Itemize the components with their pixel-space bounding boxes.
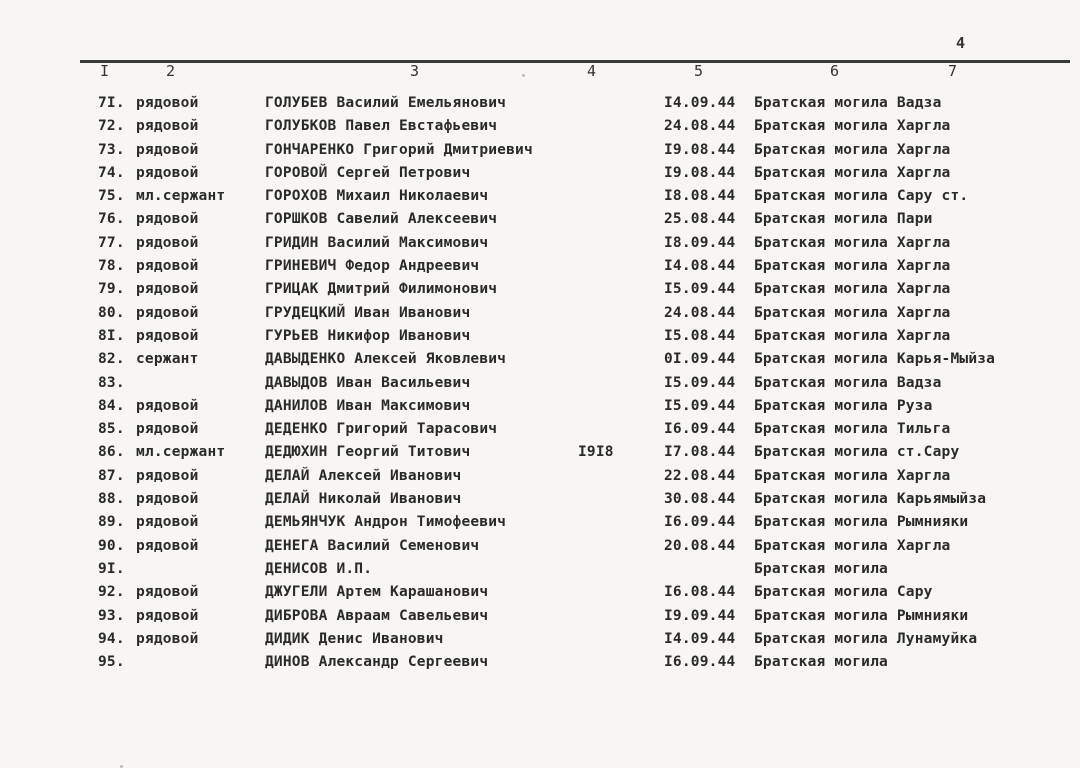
birth-year-cell: I9I8 bbox=[578, 444, 614, 461]
death-date-cell: I4.09.44 bbox=[664, 630, 736, 647]
rank-cell: рядовой bbox=[136, 630, 199, 647]
rank-cell: рядовой bbox=[136, 141, 199, 158]
column-header-7: 7 bbox=[948, 62, 958, 80]
table-row bbox=[0, 373, 1080, 396]
row-number: 72. bbox=[98, 118, 125, 135]
death-date-cell: I9.08.44 bbox=[664, 141, 736, 158]
death-date-cell: 25.08.44 bbox=[664, 211, 736, 228]
burial-place-cell: Братская могила Рымнияки bbox=[754, 607, 969, 624]
name-cell: ДЕЛАЙ Николай Иванович bbox=[265, 491, 462, 508]
table-row bbox=[0, 93, 1080, 116]
table-row bbox=[0, 442, 1080, 465]
column-header-3: 3 bbox=[410, 62, 420, 80]
name-cell: ДЕЛАЙ Алексей Иванович bbox=[265, 467, 462, 484]
name-cell: ГОНЧАРЕНКО Григорий Дмитриевич bbox=[265, 141, 533, 158]
death-date-cell: I9.09.44 bbox=[664, 607, 736, 624]
name-cell: ГРИНЕВИЧ Федор Андреевич bbox=[265, 258, 480, 275]
table-row bbox=[0, 582, 1080, 605]
burial-place-cell: Братская могила Харгла bbox=[754, 118, 951, 135]
rank-cell: рядовой bbox=[136, 607, 199, 624]
row-number: 76. bbox=[98, 211, 125, 228]
name-cell: ГУРЬЕВ Никифор Иванович bbox=[265, 327, 471, 344]
row-number: 89. bbox=[98, 514, 125, 531]
death-date-cell: I6.09.44 bbox=[664, 421, 736, 438]
table-row bbox=[0, 466, 1080, 489]
name-cell: ДЖУГЕЛИ Артем Карашанович bbox=[265, 584, 489, 601]
table-row bbox=[0, 279, 1080, 302]
name-cell: ГРУДЕЦКИЙ Иван Иванович bbox=[265, 304, 471, 321]
rank-cell: рядовой bbox=[136, 467, 199, 484]
row-number: 80. bbox=[98, 304, 125, 321]
table-row bbox=[0, 116, 1080, 139]
row-number: 94. bbox=[98, 630, 125, 647]
name-cell: ГОРШКОВ Савелий Алексеевич bbox=[265, 211, 498, 228]
row-number: 85. bbox=[98, 421, 125, 438]
death-date-cell: 0I.09.44 bbox=[664, 351, 736, 368]
rank-cell: рядовой bbox=[136, 397, 199, 414]
row-number: 77. bbox=[98, 234, 125, 251]
row-number: 84. bbox=[98, 397, 125, 414]
burial-place-cell: Братская могила Харгла bbox=[754, 141, 951, 158]
table-row bbox=[0, 163, 1080, 186]
rank-cell: рядовой bbox=[136, 281, 199, 298]
table-row bbox=[0, 256, 1080, 279]
rank-cell: рядовой bbox=[136, 304, 199, 321]
row-number: 87. bbox=[98, 467, 125, 484]
burial-place-cell: Братская могила Тильга bbox=[754, 421, 951, 438]
death-date-cell: I6.09.44 bbox=[664, 514, 736, 531]
row-number: 82. bbox=[98, 351, 125, 368]
death-date-cell: I4.09.44 bbox=[664, 95, 736, 111]
rank-cell: сержант bbox=[136, 351, 199, 368]
row-number: 75. bbox=[98, 188, 125, 205]
burial-place-cell: Братская могила Руза bbox=[754, 397, 933, 414]
death-date-cell: I5.09.44 bbox=[664, 374, 736, 391]
burial-place-cell: Братская могила Харгла bbox=[754, 258, 951, 275]
row-number: 90. bbox=[98, 537, 125, 554]
row-number: 92. bbox=[98, 584, 125, 601]
column-header-4: 4 bbox=[587, 62, 597, 80]
death-date-cell: I5.08.44 bbox=[664, 327, 736, 344]
death-date-cell: 22.08.44 bbox=[664, 467, 736, 484]
table-row bbox=[0, 512, 1080, 535]
rank-cell: рядовой bbox=[136, 211, 199, 228]
row-number: 74. bbox=[98, 164, 125, 181]
table-row bbox=[0, 629, 1080, 652]
burial-place-cell: Братская могила Харгла bbox=[754, 164, 951, 181]
death-date-cell: 24.08.44 bbox=[664, 118, 736, 135]
table-row bbox=[0, 559, 1080, 582]
name-cell: ГРИЦАК Дмитрий Филимонович bbox=[265, 281, 498, 298]
burial-place-cell: Братская могила Харгла bbox=[754, 304, 951, 321]
rank-cell: рядовой bbox=[136, 491, 199, 508]
name-cell: ГОРОХОВ Михаил Николаевич bbox=[265, 188, 489, 205]
table-row bbox=[0, 606, 1080, 629]
row-number: 78. bbox=[98, 258, 125, 275]
rank-cell: мл.сержант bbox=[136, 188, 226, 205]
death-date-cell: I5.09.44 bbox=[664, 397, 736, 414]
name-cell: ДАВЫДОВ Иван Васильевич bbox=[265, 374, 471, 391]
column-header-5: 5 bbox=[694, 62, 704, 80]
rank-cell: рядовой bbox=[136, 537, 199, 554]
rank-cell: рядовой bbox=[136, 118, 199, 135]
burial-place-cell: Братская могила Сару bbox=[754, 584, 933, 601]
rank-cell: рядовой bbox=[136, 234, 199, 251]
rank-cell: рядовой bbox=[136, 258, 199, 275]
name-cell: ДЕНЕГА Василий Семенович bbox=[265, 537, 480, 554]
table-row bbox=[0, 140, 1080, 163]
rank-cell: рядовой bbox=[136, 95, 199, 111]
name-cell: ГРИДИН Василий Максимович bbox=[265, 234, 489, 251]
burial-place-cell: Братская могила Сару ст. bbox=[754, 188, 969, 205]
burial-place-cell: Братская могила Харгла bbox=[754, 537, 951, 554]
row-number: 73. bbox=[98, 141, 125, 158]
row-number: 7I. bbox=[98, 95, 125, 111]
name-cell: ГОЛУБКОВ Павел Евстафьевич bbox=[265, 118, 498, 135]
death-date-cell: I7.08.44 bbox=[664, 444, 736, 461]
table-row bbox=[0, 489, 1080, 512]
burial-place-cell: Братская могила Харгла bbox=[754, 281, 951, 298]
row-number: 86. bbox=[98, 444, 125, 461]
column-header-1: I bbox=[100, 62, 110, 80]
name-cell: ДЕНИСОВ И.П. bbox=[265, 560, 373, 577]
row-number: 95. bbox=[98, 654, 125, 671]
burial-place-cell: Братская могила Вадза bbox=[754, 95, 942, 111]
burial-place-cell: Братская могила bbox=[754, 654, 888, 671]
burial-place-cell: Братская могила Пари bbox=[754, 211, 933, 228]
death-date-cell: 24.08.44 bbox=[664, 304, 736, 321]
row-number: 79. bbox=[98, 281, 125, 298]
row-number: 8I. bbox=[98, 327, 125, 344]
death-date-cell: I6.08.44 bbox=[664, 584, 736, 601]
burial-place-cell: Братская могила ст.Сару bbox=[754, 444, 960, 461]
column-header-row bbox=[0, 62, 1080, 82]
name-cell: ДЕМЬЯНЧУК Андрон Тимофеевич bbox=[265, 514, 507, 531]
death-date-cell: I5.09.44 bbox=[664, 281, 736, 298]
rank-cell: мл.сержант bbox=[136, 444, 226, 461]
death-date-cell: I8.08.44 bbox=[664, 188, 736, 205]
table-row bbox=[0, 349, 1080, 372]
row-number: 93. bbox=[98, 607, 125, 624]
name-cell: ДЕДЕНКО Григорий Тарасович bbox=[265, 421, 498, 438]
table-row bbox=[0, 419, 1080, 442]
death-date-cell: 30.08.44 bbox=[664, 491, 736, 508]
name-cell: ДИДИК Денис Иванович bbox=[265, 630, 444, 647]
row-number: 83. bbox=[98, 374, 125, 391]
rank-cell: рядовой bbox=[136, 584, 199, 601]
death-date-cell: I9.08.44 bbox=[664, 164, 736, 181]
death-date-cell: I4.08.44 bbox=[664, 258, 736, 275]
table-row bbox=[0, 303, 1080, 326]
burial-place-cell: Братская могила Харгла bbox=[754, 234, 951, 251]
rank-cell: рядовой bbox=[136, 514, 199, 531]
page-number: 4 bbox=[956, 34, 966, 52]
death-date-cell: I6.09.44 bbox=[664, 654, 736, 671]
table-row bbox=[0, 186, 1080, 209]
burial-place-cell: Братская могила Вадза bbox=[754, 374, 942, 391]
burial-place-cell: Братская могила Лунамуйка bbox=[754, 630, 978, 647]
column-header-6: 6 bbox=[830, 62, 840, 80]
rank-cell: рядовой bbox=[136, 421, 199, 438]
column-header-2: 2 bbox=[166, 62, 176, 80]
burial-place-cell: Братская могила Карьямыйза bbox=[754, 491, 987, 508]
table-row bbox=[0, 209, 1080, 232]
burial-place-cell: Братская могила Харгла bbox=[754, 467, 951, 484]
name-cell: ДАНИЛОВ Иван Максимович bbox=[265, 397, 471, 414]
row-number: 88. bbox=[98, 491, 125, 508]
rank-cell: рядовой bbox=[136, 327, 199, 344]
death-date-cell: 20.08.44 bbox=[664, 537, 736, 554]
table-row bbox=[0, 396, 1080, 419]
paper-speck bbox=[522, 74, 525, 77]
burial-place-cell: Братская могила Харгла bbox=[754, 327, 951, 344]
burial-place-cell: Братская могила Рымнияки bbox=[754, 514, 969, 531]
name-cell: ДЕДЮХИН Георгий Титович bbox=[265, 444, 471, 461]
burial-place-cell: Братская могила bbox=[754, 560, 888, 577]
name-cell: ДИБРОВА Авраам Савельевич bbox=[265, 607, 489, 624]
name-cell: ГОРОВОЙ Сергей Петрович bbox=[265, 164, 471, 181]
name-cell: ДИНОВ Александр Сергеевич bbox=[265, 654, 489, 671]
name-cell: ДАВЫДЕНКО Алексей Яковлевич bbox=[265, 351, 507, 368]
table-row bbox=[0, 233, 1080, 256]
table-row bbox=[0, 536, 1080, 559]
table-row bbox=[0, 326, 1080, 349]
table-row bbox=[0, 652, 1080, 675]
name-cell: ГОЛУБЕВ Василий Емельянович bbox=[265, 95, 507, 111]
rank-cell: рядовой bbox=[136, 164, 199, 181]
burial-place-cell: Братская могила Карья-Мыйза bbox=[754, 351, 996, 368]
death-date-cell: I8.09.44 bbox=[664, 234, 736, 251]
burial-list bbox=[0, 93, 1080, 675]
row-number: 9I. bbox=[98, 560, 125, 577]
